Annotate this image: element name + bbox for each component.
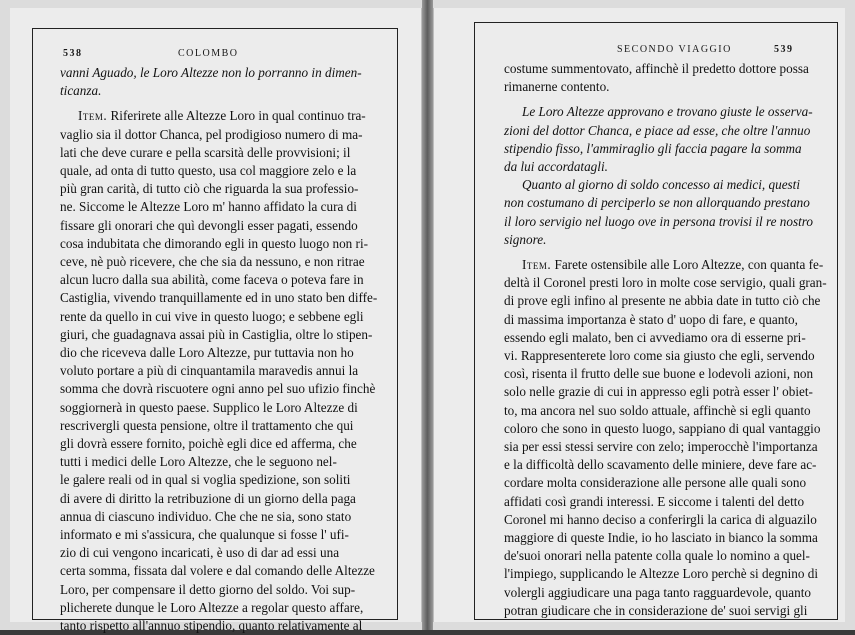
paragraph-gap bbox=[504, 249, 844, 256]
text-line: e la difficoltà dello scavamento delle miniere, deve fare ac- bbox=[504, 457, 817, 473]
text-line: alcun lucro dalla sua abilità, come faceva o poteva fare in bbox=[60, 272, 364, 288]
left-page-text bbox=[60, 64, 402, 635]
text-line: ticanza. bbox=[60, 83, 102, 99]
text-line: cordare molta considerazione alle persone alle quali sono bbox=[504, 475, 807, 491]
text-line: stipendio fisso, l'ammiraglio gli faccia pagare la somma bbox=[504, 140, 802, 156]
text-line: quale, ad onta di tutto questo, usa col maggiore zelo e la bbox=[60, 163, 357, 179]
text-line: sia per essi stessi servire con zelo; imperocchè l'importanza bbox=[504, 439, 818, 455]
text-line: ne. Siccome le Altezze Loro m' hanno affidato la cura di bbox=[60, 199, 357, 215]
text-line: rescrivergli questa pensione, oltre il trattamento che qui bbox=[60, 417, 354, 433]
text-line: di avere di diritto la retribuzione di un giorno della paga bbox=[60, 490, 356, 506]
text-line: Castiglia, vivendo tranquillamente ed in uno stato ben diffe- bbox=[60, 290, 378, 306]
text-line: zioni del dottor Chanca, e piace ad esse, che oltre l'annuo bbox=[504, 122, 811, 138]
text-line: da lui accordatagli. bbox=[504, 159, 608, 175]
text-line: Item. Riferirete alle Altezze Loro in qual continuo tra- bbox=[78, 108, 366, 124]
right-page-text bbox=[504, 60, 844, 620]
left-page-number: 538 bbox=[63, 48, 83, 59]
text-line: somma che dovrà riscuotere ogni anno pel suo ufizio finchè bbox=[60, 381, 376, 397]
text-line: essendo egli malato, ben ci avvediamo ora di esserne pri- bbox=[504, 329, 806, 345]
text-line: cosa indubitata che dimorando egli in questo luogo non ri- bbox=[60, 235, 369, 251]
book-gutter bbox=[422, 0, 433, 630]
text-line: tutti i medici delle Loro Altezze, che le seguono nel- bbox=[60, 454, 337, 470]
text-line: Coronel mi hanno deciso a conferirgli la carica di alguazilo bbox=[504, 511, 817, 527]
text-line: ceve, nè può ricevere, che che sia da nessuno, e non ritrae bbox=[60, 254, 365, 270]
text-line: tanto rispetto all'annuo stipendio, quanto relativamente al bbox=[60, 618, 363, 634]
text-line: solo nelle grazie di cui in appresso egli potrà esser l' obiet- bbox=[504, 384, 813, 400]
text-line: costume summentovato, affinchè il predetto dottore possa bbox=[504, 61, 809, 76]
left-page bbox=[10, 8, 422, 634]
text-line: il loro servigio nel luogo ove in persona trovisi il re nostro bbox=[504, 213, 814, 229]
text-line: così, risenta il frutto delle sue buone e lodevoli azioni, non bbox=[504, 366, 814, 382]
text-line: rimanerne contento. bbox=[504, 79, 610, 95]
text-line: vaglio sia il dottor Chanca, pel prodigioso numero di ma- bbox=[60, 126, 363, 142]
text-line: giuri, che guadagnava assai più in Castiglia, oltre lo stipen- bbox=[60, 326, 373, 342]
text-line: gli dovrà essere fornito, poichè egli dice ed afferma, che bbox=[60, 436, 357, 452]
text-line: di prove egli infino al presente ne abbia date in tutto ciò che bbox=[504, 293, 821, 309]
text-line: maggiore di queste Indie, io ho lasciato in bianco la somma bbox=[504, 530, 818, 546]
text-line: di massima importanza è stato d' uopo di fare, e quanto, bbox=[504, 311, 798, 327]
text-line: de'suoi onorari nella patente colla quale lo nomino a quel- bbox=[504, 548, 810, 564]
text-line: più gran carità, di tutto ciò che riguarda la sua professio- bbox=[60, 181, 359, 197]
text-line: affidati così grandi interessi. E siccome i talenti del detto bbox=[504, 493, 805, 509]
text-line: le galere reali od in qual si voglia spedizione, son soliti bbox=[60, 472, 351, 488]
right-running-head: SECONDO VIAGGIO bbox=[617, 44, 732, 55]
text-line: soggiornerà in questo paese. Supplico le Loro Altezze di bbox=[60, 399, 358, 415]
text-line: rente da quello in cui vive in questo luogo; e sebbene egli bbox=[60, 308, 364, 324]
text-line: potran giudicare che in considerazione de' suoi servigi gli bbox=[504, 602, 808, 618]
text-line: zio di cui vengono incaricati, è uso di dar ad essi una bbox=[60, 545, 340, 561]
text-line: fissare gli onorari che quì devongli esser pagati, essendo bbox=[60, 217, 358, 233]
text-line: coloro che sono in questo luogo, sappiano di qual vantaggio bbox=[504, 420, 821, 436]
text-line: Loro, per compensare il detto giorno del soldo. Voi sup- bbox=[60, 581, 356, 597]
right-page bbox=[433, 8, 845, 622]
text-line: l'impiego, supplicando le Altezze Loro perchè si degnino di bbox=[504, 566, 819, 582]
text-line: Item. Farete ostensibile alle Loro Altezze, con quanta fe- bbox=[522, 257, 824, 273]
left-running-head: COLOMBO bbox=[178, 48, 239, 59]
text-line: vanni Aguado, le Loro Altezze non lo porranno in dimen- bbox=[60, 65, 362, 80]
text-line: Le Loro Altezze approvano e trovano giuste le osserva- bbox=[522, 104, 813, 120]
text-line: non costumano di perciperlo se non allorquando prestano bbox=[504, 195, 810, 211]
right-page-number: 539 bbox=[774, 44, 794, 55]
text-line: Quanto al giorno di soldo concesso ai medici, questi bbox=[522, 177, 801, 193]
item-marker: Item. bbox=[522, 257, 552, 273]
text-line: lati che deve curare e pella scarsità delle provvisioni; il bbox=[60, 144, 351, 160]
text-line: voluto portare a più di cinquantamila maravedis annui la bbox=[60, 363, 359, 379]
text-line: plicherete dunque le Loro Altezze a regolar questo affare, bbox=[60, 599, 364, 615]
text-line: certa somma, fissata dal volere e dal comando delle Altezze bbox=[60, 563, 375, 579]
text-line: informato e mi s'assicura, che qualunque si fosse l' ufi- bbox=[60, 527, 349, 543]
text-line: signore. bbox=[504, 231, 547, 247]
item-marker: Item. bbox=[78, 108, 108, 124]
paragraph-gap bbox=[60, 100, 402, 107]
text-line: volergli aggiudicare una paga tanto ragguardevole, quanto bbox=[504, 584, 811, 600]
text-line: annua di ciascuno individuo. Che che ne sia, sono stato bbox=[60, 508, 352, 524]
text-line: dio che riceveva dalle Loro Altezze, pur tuttavia non ho bbox=[60, 345, 354, 361]
text-line: deltà il Coronel presti loro in molte cose servigio, quali gran- bbox=[504, 275, 827, 291]
paragraph-gap bbox=[504, 96, 844, 103]
text-line: to, ma ancora nel suo soldo attuale, affinchè si egli quanto bbox=[504, 402, 811, 418]
text-line: vi. Rappresenterete loro come sia giusto che egli, servendo bbox=[504, 348, 815, 364]
